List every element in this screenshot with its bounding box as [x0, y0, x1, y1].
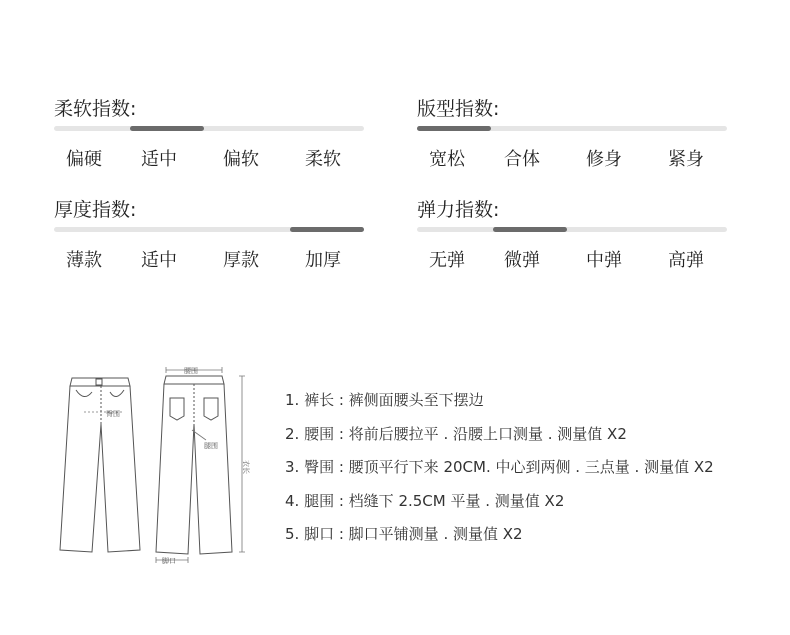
fit-index-track [417, 126, 727, 131]
softness-option: 偏硬 [66, 149, 102, 170]
fit-option: 宽松 [429, 149, 465, 170]
fit-option: 合体 [504, 149, 540, 170]
thigh-label: 腿围 [204, 442, 218, 450]
thickness-index-indicator [290, 227, 364, 232]
elasticity-option: 高弹 [668, 250, 704, 271]
measurement-item: 2. 腰围 : 将前后腰拉平 . 沿腰上口测量 . 测量值 X2 [285, 424, 627, 443]
fit-option: 修身 [586, 149, 622, 170]
elasticity-index-indicator [493, 227, 567, 232]
thickness-option: 加厚 [305, 250, 341, 271]
trousers-illustration [54, 360, 254, 570]
softness-option: 柔软 [305, 149, 341, 170]
fit-index [417, 98, 727, 178]
measurement-item: 5. 脚口 : 脚口平铺测量 . 测量值 X2 [285, 525, 523, 543]
waist-label: 腰围 [184, 367, 198, 375]
elasticity-option: 无弹 [429, 250, 465, 271]
softness-index-options [54, 145, 364, 171]
softness-option: 偏软 [223, 149, 259, 170]
measurement-item: 3. 臀围 : 腰顶平行下来 20CM. 中心到两侧 . 三点量 . 测量值 X2 [285, 458, 714, 476]
hip-label: 臀围 [106, 410, 120, 418]
measurement-item: 1. 裤长 : 裤侧面腰头至下摆边 [285, 391, 484, 409]
length-label: 衣长 [242, 460, 250, 474]
elasticity-index-track [417, 227, 727, 232]
fit-index-indicator [417, 126, 491, 131]
thickness-option: 厚款 [223, 250, 259, 271]
thickness-index [54, 199, 364, 279]
elasticity-index-title: 弹力指数: [417, 199, 500, 221]
elasticity-option: 中弹 [586, 250, 622, 271]
softness-index-track [54, 126, 364, 131]
softness-index [54, 98, 364, 178]
fit-option: 紧身 [668, 149, 704, 170]
elasticity-option: 微弹 [504, 250, 540, 271]
measurement-instructions [285, 390, 765, 558]
fit-index-title: 版型指数: [417, 98, 500, 120]
softness-index-title: 柔软指数: [54, 98, 137, 120]
trousers-measurement-diagram [54, 360, 254, 570]
thickness-index-track [54, 227, 364, 232]
fit-index-options [417, 145, 727, 171]
thickness-option: 薄款 [66, 250, 102, 271]
thickness-option: 适中 [141, 250, 177, 271]
softness-option: 适中 [141, 149, 177, 170]
softness-index-indicator [130, 126, 204, 131]
leg-opening-label: 脚口 [162, 557, 176, 565]
elasticity-index-options [417, 246, 727, 272]
elasticity-index [417, 199, 727, 279]
thickness-index-title: 厚度指数: [54, 199, 137, 221]
thickness-index-options [54, 246, 364, 272]
measurement-item: 4. 腿围 : 档缝下 2.5CM 平量 . 测量值 X2 [285, 491, 565, 510]
